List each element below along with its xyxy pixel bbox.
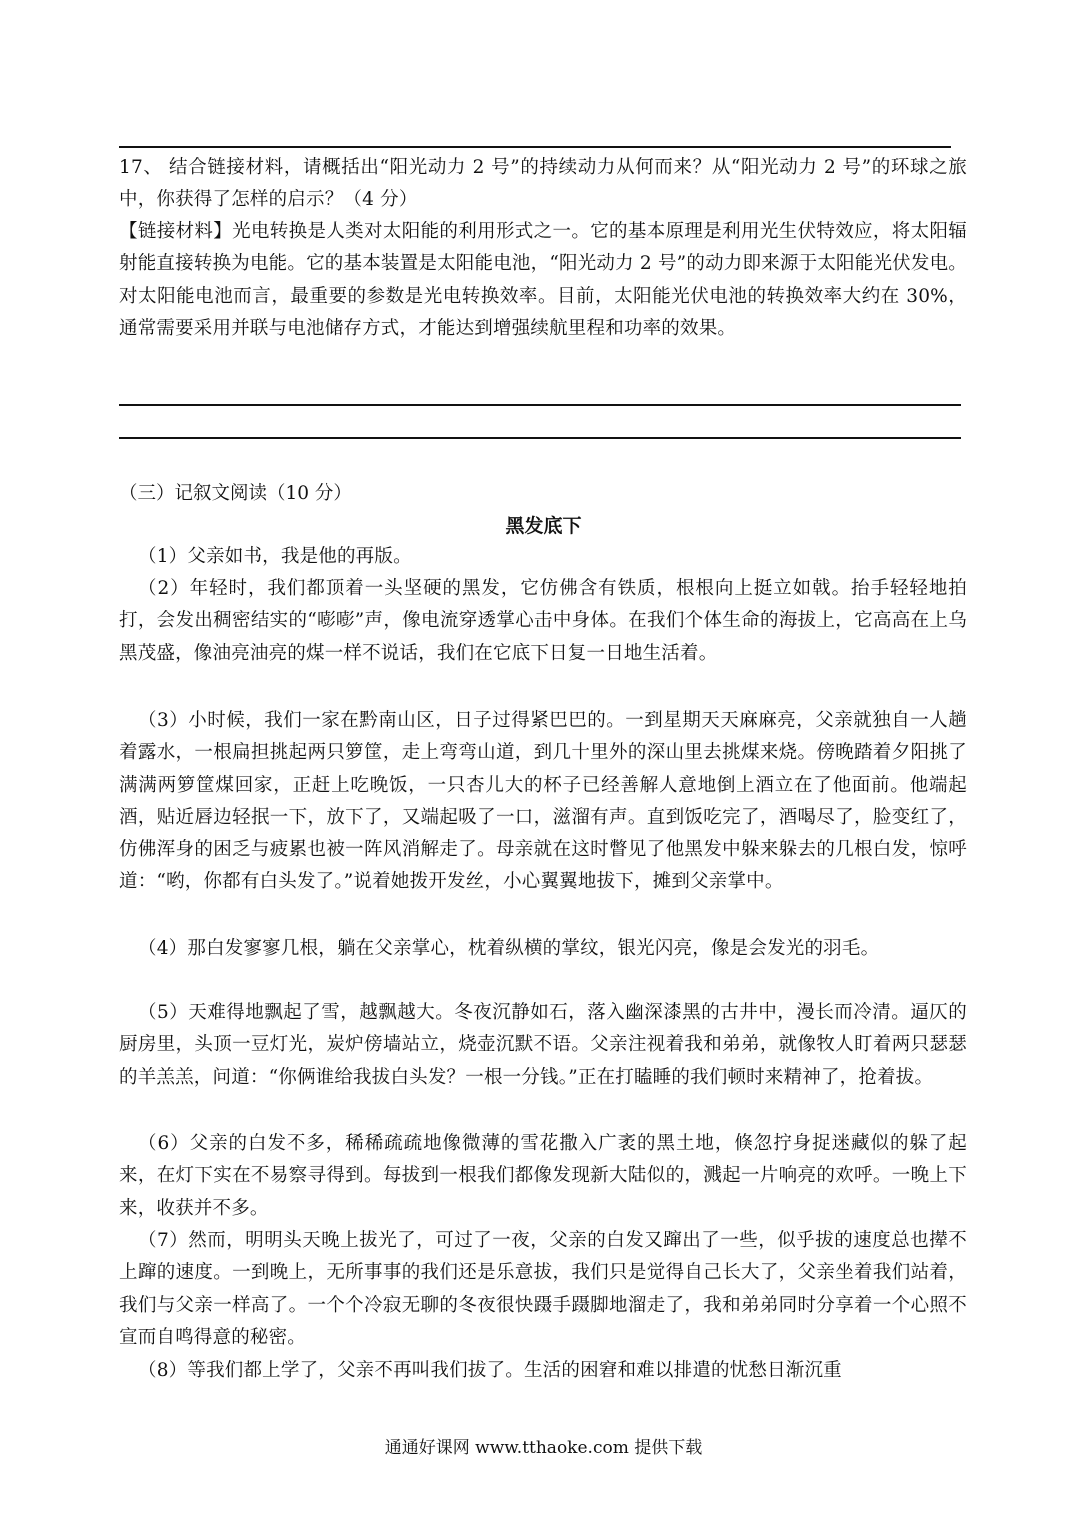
paragraph-3 [119,705,967,899]
paragraph-8 [119,1355,967,1387]
paragraph-2 [119,573,967,670]
paragraph-2-text: （2）年轻时，我们都顶着一头坚硬的黑发，它仿佛含有铁质，根根向上挺立如戟。抬手轻轻地拍打，会发出稠密结实的“嘭嘭”声，像电流穿透掌心击中身体。在我们个体生命的海拔上，它高高在上乌黑茂盛，像油亮油亮的煤一样不说话，我们在它底下日复一日地生活着。 [119,578,967,664]
question-17 [119,152,967,217]
paragraph-5-text: （5）天难得地飘起了雪，越飘越大。冬夜沉静如石，落入幽深漆黑的古井中，漫长而冷清。逼仄的厨房里，头顶一豆灯光，炭炉傍墙站立，烧壶沉默不语。父亲注视着我和弟弟，就像牧人盯着两只瑟瑟的羊羔羔，问道：“你俩谁给我拔白头发？一根一分钱。”正在打瞌睡的我们顿时来精神了，抢着拔。 [119,1002,967,1088]
paragraph-7 [119,1225,967,1354]
paragraph-4-text: （4）那白发寥寥几根，躺在父亲掌心，枕着纵横的掌纹，银光闪亮，像是会发光的羽毛。 [138,938,880,959]
paragraph-1-text: （1）父亲如书，我是他的再版。 [138,546,412,567]
paragraph-5 [119,997,967,1094]
link-material [119,216,967,345]
link-material-label: 【链接材料】 [119,221,233,242]
article-title: 黑发底下 [505,515,582,537]
link-material-text: 光电转换是人类对太阳能的利用形式之一。它的基本原理是利用光生伏特效应，将太阳辐射能直接转换为电能。它的基本装置是太阳能电池，“阳光动力 2 号”的动力即来源于太阳能光伏发电。对太阳能电池而言，最重要的参数是光电转换效率。目前，太阳能光伏电池的转换效率大约在 30%，通常需要采用并联与电池储存方式，才能达到增强续航里程和功率的效果。 [119,221,967,339]
paragraph-1 [138,541,967,573]
paragraph-8-text: （8）等我们都上学了，父亲不再叫我们拔了。生活的困窘和难以排遣的忧愁日渐沉重 [138,1360,842,1381]
paragraph-7-text: （7）然而，明明头天晚上拔光了，可过了一夜，父亲的白发又蹿出了一些，似乎拔的速度总也撵不上蹿的速度。一到晚上，无所事事的我们还是乐意拔，我们只是觉得自己长大了，父亲坐着我们站着，我们与父亲一样高了。一个个冷寂无聊的冬夜很快蹑手蹑脚地溜走了，我和弟弟同时分享着一个心照不宣而自鸣得意的秘密。 [119,1230,967,1348]
answer-line-1 [119,404,961,406]
paragraph-3-text: （3）小时候，我们一家在黔南山区，日子过得紧巴巴的。一到星期天天麻麻亮，父亲就独自一人趟着露水，一根扁担挑起两只箩筐，走上弯弯山道，到几十里外的深山里去挑煤来烧。傍晚踏着夕阳挑了满满两箩筐煤回家，正赶上吃晚饭，一只杏儿大的杯子已经善解人意地倒上酒立在了他面前。他端起酒，贴近唇边轻抿一下，放下了，又端起吸了一口，滋溜有声。直到饭吃完了，酒喝尽了，脸变红了，仿佛浑身的困乏与疲累也被一阵风消解走了。母亲就在这时瞥见了他黑发中躲来躲去的几根白发，惊呼道：“哟，你都有白头发了。”说着她拨开发丝，小心翼翼地拔下，摊到父亲掌中。 [119,710,967,893]
paragraph-4 [119,933,967,965]
section-heading: （三）记叙文阅读（10 分） [119,483,352,504]
answer-line-top [119,146,951,148]
page-footer: 通通好课网 www.tthaoke.com 提供下载 [384,1438,703,1458]
paragraph-6 [119,1128,967,1225]
paragraph-6-text: （6）父亲的白发不多，稀稀疏疏地像微薄的雪花撒入广袤的黑土地，倏忽拧身捉迷藏似的躲了起来，在灯下实在不易察寻得到。每拔到一根我们都像发现新大陆似的，溅起一片响亮的欢呼。一晚上下来，收获并不多。 [119,1133,967,1219]
question-17-text: 17、 结合链接材料，请概括出“阳光动力 2 号”的持续动力从何而来？从“阳光动力 2 号”的环球之旅中，你获得了怎样的启示？（4 分） [119,157,967,211]
answer-line-2 [119,437,961,439]
